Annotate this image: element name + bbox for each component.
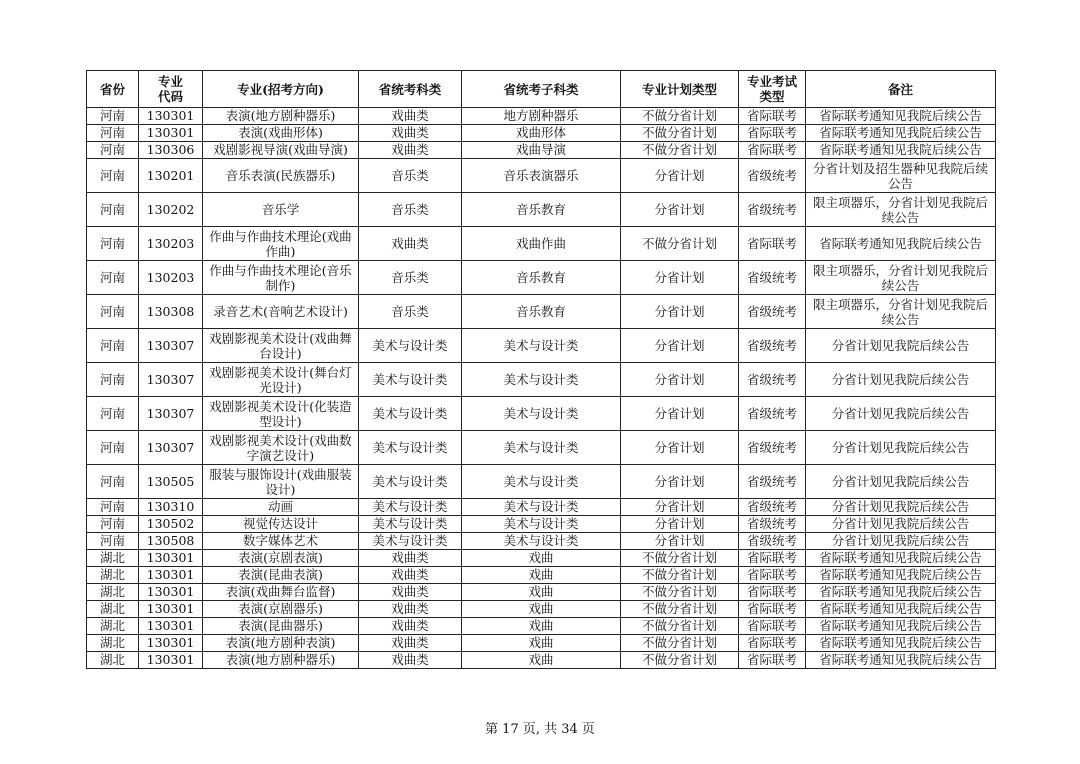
cell-exam-subcategory: 美术与设计类	[462, 329, 621, 363]
cell-exam-category: 戏曲类	[359, 142, 462, 159]
cell-exam-category: 美术与设计类	[359, 499, 462, 516]
cell-exam-type: 省级统考	[739, 499, 806, 516]
cell-province: 河南	[87, 193, 139, 227]
cell-plan-type: 分省计划	[621, 431, 739, 465]
cell-province: 河南	[87, 108, 139, 125]
cell-exam-category: 戏曲类	[359, 227, 462, 261]
header-exam-category: 省统考科类	[359, 71, 462, 108]
cell-exam-type: 省级统考	[739, 516, 806, 533]
table-row	[87, 652, 996, 669]
cell-exam-subcategory: 戏曲作曲	[462, 227, 621, 261]
cell-exam-subcategory: 美术与设计类	[462, 397, 621, 431]
cell-major: 表演(地方剧种器乐)	[203, 652, 359, 669]
cell-major-code: 130307	[139, 329, 203, 363]
cell-major: 作曲与作曲技术理论(音乐制作)	[203, 261, 359, 295]
cell-exam-category: 戏曲类	[359, 601, 462, 618]
cell-exam-subcategory: 戏曲	[462, 618, 621, 635]
cell-major-code: 130202	[139, 193, 203, 227]
cell-exam-type: 省级统考	[739, 431, 806, 465]
cell-plan-type: 不做分省计划	[621, 567, 739, 584]
cell-remarks: 省际联考通知见我院后续公告	[806, 601, 996, 618]
cell-remarks: 分省计划见我院后续公告	[806, 516, 996, 533]
cell-province: 河南	[87, 499, 139, 516]
cell-province: 河南	[87, 397, 139, 431]
cell-exam-subcategory: 音乐表演器乐	[462, 159, 621, 193]
cell-remarks: 省际联考通知见我院后续公告	[806, 618, 996, 635]
cell-province: 湖北	[87, 567, 139, 584]
cell-province: 河南	[87, 159, 139, 193]
table-header-row	[87, 71, 996, 108]
cell-exam-type: 省际联考	[739, 125, 806, 142]
cell-exam-category: 戏曲类	[359, 618, 462, 635]
cell-major-code: 130301	[139, 108, 203, 125]
cell-major: 表演(地方剧种器乐)	[203, 108, 359, 125]
cell-major-code: 130301	[139, 652, 203, 669]
header-exam-subcategory: 省统考子科类	[462, 71, 621, 108]
cell-exam-type: 省级统考	[739, 295, 806, 329]
cell-major-code: 130502	[139, 516, 203, 533]
cell-province: 湖北	[87, 550, 139, 567]
cell-remarks: 分省计划及招生器种见我院后续公告	[806, 159, 996, 193]
page-number: 第 17 页, 共 34 页	[485, 722, 595, 737]
cell-exam-subcategory: 戏曲	[462, 567, 621, 584]
cell-major-code: 130301	[139, 584, 203, 601]
cell-remarks: 分省计划见我院后续公告	[806, 431, 996, 465]
cell-major: 戏剧影视美术设计(戏曲数字演艺设计)	[203, 431, 359, 465]
cell-remarks: 分省计划见我院后续公告	[806, 499, 996, 516]
cell-exam-type: 省级统考	[739, 397, 806, 431]
table-row	[87, 465, 996, 499]
cell-province: 河南	[87, 261, 139, 295]
cell-remarks: 限主项器乐，分省计划见我院后续公告	[806, 295, 996, 329]
cell-remarks: 分省计划见我院后续公告	[806, 363, 996, 397]
header-plan-type: 专业计划类型	[621, 71, 739, 108]
cell-plan-type: 分省计划	[621, 363, 739, 397]
table-row	[87, 431, 996, 465]
header-remarks: 备注	[806, 71, 996, 108]
cell-exam-category: 戏曲类	[359, 584, 462, 601]
cell-major: 表演(京剧器乐)	[203, 601, 359, 618]
cell-exam-type: 省际联考	[739, 635, 806, 652]
cell-exam-type: 省级统考	[739, 193, 806, 227]
cell-major-code: 130203	[139, 227, 203, 261]
cell-exam-type: 省际联考	[739, 584, 806, 601]
cell-major-code: 130203	[139, 261, 203, 295]
cell-major: 表演(戏曲舞台监督)	[203, 584, 359, 601]
cell-plan-type: 不做分省计划	[621, 125, 739, 142]
cell-province: 河南	[87, 125, 139, 142]
cell-major: 戏剧影视美术设计(戏曲舞台设计)	[203, 329, 359, 363]
table-row	[87, 397, 996, 431]
cell-major-code: 130308	[139, 295, 203, 329]
cell-exam-category: 戏曲类	[359, 652, 462, 669]
table-row	[87, 601, 996, 618]
cell-remarks: 省际联考通知见我院后续公告	[806, 125, 996, 142]
cell-plan-type: 不做分省计划	[621, 108, 739, 125]
cell-exam-category: 戏曲类	[359, 125, 462, 142]
cell-exam-subcategory: 美术与设计类	[462, 363, 621, 397]
cell-major-code: 130301	[139, 618, 203, 635]
cell-province: 湖北	[87, 601, 139, 618]
cell-major: 音乐表演(民族器乐)	[203, 159, 359, 193]
cell-exam-subcategory: 美术与设计类	[462, 499, 621, 516]
cell-major: 录音艺术(音响艺术设计)	[203, 295, 359, 329]
cell-exam-category: 戏曲类	[359, 108, 462, 125]
cell-major: 服装与服饰设计(戏曲服装设计)	[203, 465, 359, 499]
cell-province: 河南	[87, 516, 139, 533]
cell-exam-category: 音乐类	[359, 295, 462, 329]
cell-major: 戏剧影视美术设计(舞台灯光设计)	[203, 363, 359, 397]
cell-remarks: 省际联考通知见我院后续公告	[806, 635, 996, 652]
cell-major-code: 130201	[139, 159, 203, 193]
cell-exam-type: 省际联考	[739, 227, 806, 261]
cell-exam-category: 戏曲类	[359, 550, 462, 567]
cell-exam-type: 省级统考	[739, 261, 806, 295]
cell-major-code: 130508	[139, 533, 203, 550]
cell-exam-subcategory: 戏曲导演	[462, 142, 621, 159]
cell-major: 动画	[203, 499, 359, 516]
header-major: 专业(招考方向)	[203, 71, 359, 108]
table-row	[87, 618, 996, 635]
cell-plan-type: 不做分省计划	[621, 652, 739, 669]
cell-exam-type: 省级统考	[739, 159, 806, 193]
enrollment-table	[86, 70, 996, 669]
cell-major-code: 130301	[139, 567, 203, 584]
cell-remarks: 分省计划见我院后续公告	[806, 533, 996, 550]
table-row	[87, 261, 996, 295]
cell-exam-type: 省际联考	[739, 567, 806, 584]
cell-plan-type: 不做分省计划	[621, 550, 739, 567]
cell-exam-type: 省际联考	[739, 652, 806, 669]
cell-plan-type: 不做分省计划	[621, 584, 739, 601]
table-row	[87, 329, 996, 363]
table-row	[87, 159, 996, 193]
table-row	[87, 516, 996, 533]
cell-province: 湖北	[87, 652, 139, 669]
table-row	[87, 550, 996, 567]
cell-plan-type: 分省计划	[621, 329, 739, 363]
cell-exam-type: 省级统考	[739, 533, 806, 550]
table-row	[87, 295, 996, 329]
cell-exam-type: 省际联考	[739, 108, 806, 125]
cell-major-code: 130301	[139, 635, 203, 652]
cell-exam-subcategory: 音乐教育	[462, 295, 621, 329]
cell-major-code: 130505	[139, 465, 203, 499]
cell-plan-type: 不做分省计划	[621, 227, 739, 261]
cell-major-code: 130301	[139, 550, 203, 567]
cell-province: 河南	[87, 465, 139, 499]
cell-major-code: 130301	[139, 125, 203, 142]
cell-major: 表演(地方剧种表演)	[203, 635, 359, 652]
cell-major: 戏剧影视美术设计(化装造型设计)	[203, 397, 359, 431]
cell-exam-subcategory: 音乐教育	[462, 193, 621, 227]
table-row	[87, 567, 996, 584]
cell-exam-subcategory: 戏曲	[462, 550, 621, 567]
cell-major-code: 130307	[139, 431, 203, 465]
cell-province: 湖北	[87, 584, 139, 601]
cell-province: 河南	[87, 431, 139, 465]
cell-exam-subcategory: 美术与设计类	[462, 465, 621, 499]
cell-exam-type: 省级统考	[739, 329, 806, 363]
cell-major: 表演(京剧表演)	[203, 550, 359, 567]
cell-exam-category: 戏曲类	[359, 567, 462, 584]
cell-major: 数字媒体艺术	[203, 533, 359, 550]
cell-province: 河南	[87, 329, 139, 363]
cell-major: 视觉传达设计	[203, 516, 359, 533]
cell-plan-type: 分省计划	[621, 465, 739, 499]
header-major-code: 专业 代码	[139, 71, 203, 108]
cell-exam-subcategory: 美术与设计类	[462, 516, 621, 533]
cell-province: 湖北	[87, 635, 139, 652]
cell-remarks: 省际联考通知见我院后续公告	[806, 567, 996, 584]
cell-exam-subcategory: 地方剧种器乐	[462, 108, 621, 125]
cell-plan-type: 分省计划	[621, 397, 739, 431]
cell-remarks: 分省计划见我院后续公告	[806, 465, 996, 499]
cell-major: 戏剧影视导演(戏曲导演)	[203, 142, 359, 159]
cell-major-code: 130301	[139, 601, 203, 618]
cell-exam-subcategory: 戏曲形体	[462, 125, 621, 142]
cell-plan-type: 不做分省计划	[621, 601, 739, 618]
cell-remarks: 省际联考通知见我院后续公告	[806, 142, 996, 159]
cell-remarks: 限主项器乐，分省计划见我院后续公告	[806, 261, 996, 295]
cell-province: 河南	[87, 295, 139, 329]
cell-exam-type: 省级统考	[739, 363, 806, 397]
cell-plan-type: 不做分省计划	[621, 142, 739, 159]
cell-exam-category: 音乐类	[359, 261, 462, 295]
header-exam-type: 专业考试 类型	[739, 71, 806, 108]
table-row	[87, 363, 996, 397]
cell-exam-subcategory: 戏曲	[462, 652, 621, 669]
cell-exam-category: 美术与设计类	[359, 397, 462, 431]
cell-exam-type: 省际联考	[739, 601, 806, 618]
cell-exam-subcategory: 戏曲	[462, 601, 621, 618]
cell-plan-type: 不做分省计划	[621, 618, 739, 635]
header-province: 省份	[87, 71, 139, 108]
cell-exam-subcategory: 美术与设计类	[462, 431, 621, 465]
cell-exam-category: 美术与设计类	[359, 533, 462, 550]
cell-exam-subcategory: 美术与设计类	[462, 533, 621, 550]
cell-remarks: 省际联考通知见我院后续公告	[806, 108, 996, 125]
cell-remarks: 分省计划见我院后续公告	[806, 329, 996, 363]
table-row	[87, 499, 996, 516]
cell-exam-category: 美术与设计类	[359, 329, 462, 363]
cell-exam-subcategory: 音乐教育	[462, 261, 621, 295]
table-row	[87, 635, 996, 652]
cell-major: 表演(昆曲器乐)	[203, 618, 359, 635]
cell-major-code: 130310	[139, 499, 203, 516]
cell-exam-category: 音乐类	[359, 193, 462, 227]
cell-remarks: 省际联考通知见我院后续公告	[806, 550, 996, 567]
cell-exam-subcategory: 戏曲	[462, 584, 621, 601]
cell-remarks: 分省计划见我院后续公告	[806, 397, 996, 431]
cell-exam-category: 音乐类	[359, 159, 462, 193]
cell-plan-type: 分省计划	[621, 499, 739, 516]
cell-plan-type: 分省计划	[621, 516, 739, 533]
cell-plan-type: 不做分省计划	[621, 635, 739, 652]
cell-remarks: 省际联考通知见我院后续公告	[806, 652, 996, 669]
cell-major: 音乐学	[203, 193, 359, 227]
table-row	[87, 108, 996, 125]
cell-province: 河南	[87, 363, 139, 397]
cell-exam-type: 省际联考	[739, 550, 806, 567]
cell-major: 作曲与作曲技术理论(戏曲作曲)	[203, 227, 359, 261]
cell-province: 湖北	[87, 618, 139, 635]
cell-exam-category: 美术与设计类	[359, 465, 462, 499]
cell-plan-type: 分省计划	[621, 295, 739, 329]
cell-province: 河南	[87, 533, 139, 550]
cell-exam-category: 戏曲类	[359, 635, 462, 652]
cell-exam-category: 美术与设计类	[359, 431, 462, 465]
table-row	[87, 125, 996, 142]
cell-exam-type: 省级统考	[739, 465, 806, 499]
cell-plan-type: 分省计划	[621, 533, 739, 550]
cell-province: 河南	[87, 142, 139, 159]
cell-major: 表演(戏曲形体)	[203, 125, 359, 142]
table-row	[87, 227, 996, 261]
cell-province: 河南	[87, 227, 139, 261]
cell-plan-type: 分省计划	[621, 193, 739, 227]
table-row	[87, 584, 996, 601]
cell-major-code: 130307	[139, 363, 203, 397]
cell-remarks: 限主项器乐，分省计划见我院后续公告	[806, 193, 996, 227]
cell-remarks: 省际联考通知见我院后续公告	[806, 584, 996, 601]
cell-major: 表演(昆曲表演)	[203, 567, 359, 584]
cell-exam-category: 美术与设计类	[359, 516, 462, 533]
cell-remarks: 省际联考通知见我院后续公告	[806, 227, 996, 261]
cell-major-code: 130307	[139, 397, 203, 431]
table-row	[87, 142, 996, 159]
cell-exam-subcategory: 戏曲	[462, 635, 621, 652]
cell-exam-type: 省际联考	[739, 142, 806, 159]
cell-plan-type: 分省计划	[621, 261, 739, 295]
cell-exam-category: 美术与设计类	[359, 363, 462, 397]
table-row	[87, 533, 996, 550]
cell-major-code: 130306	[139, 142, 203, 159]
cell-exam-type: 省际联考	[739, 618, 806, 635]
cell-plan-type: 分省计划	[621, 159, 739, 193]
table-row	[87, 193, 996, 227]
